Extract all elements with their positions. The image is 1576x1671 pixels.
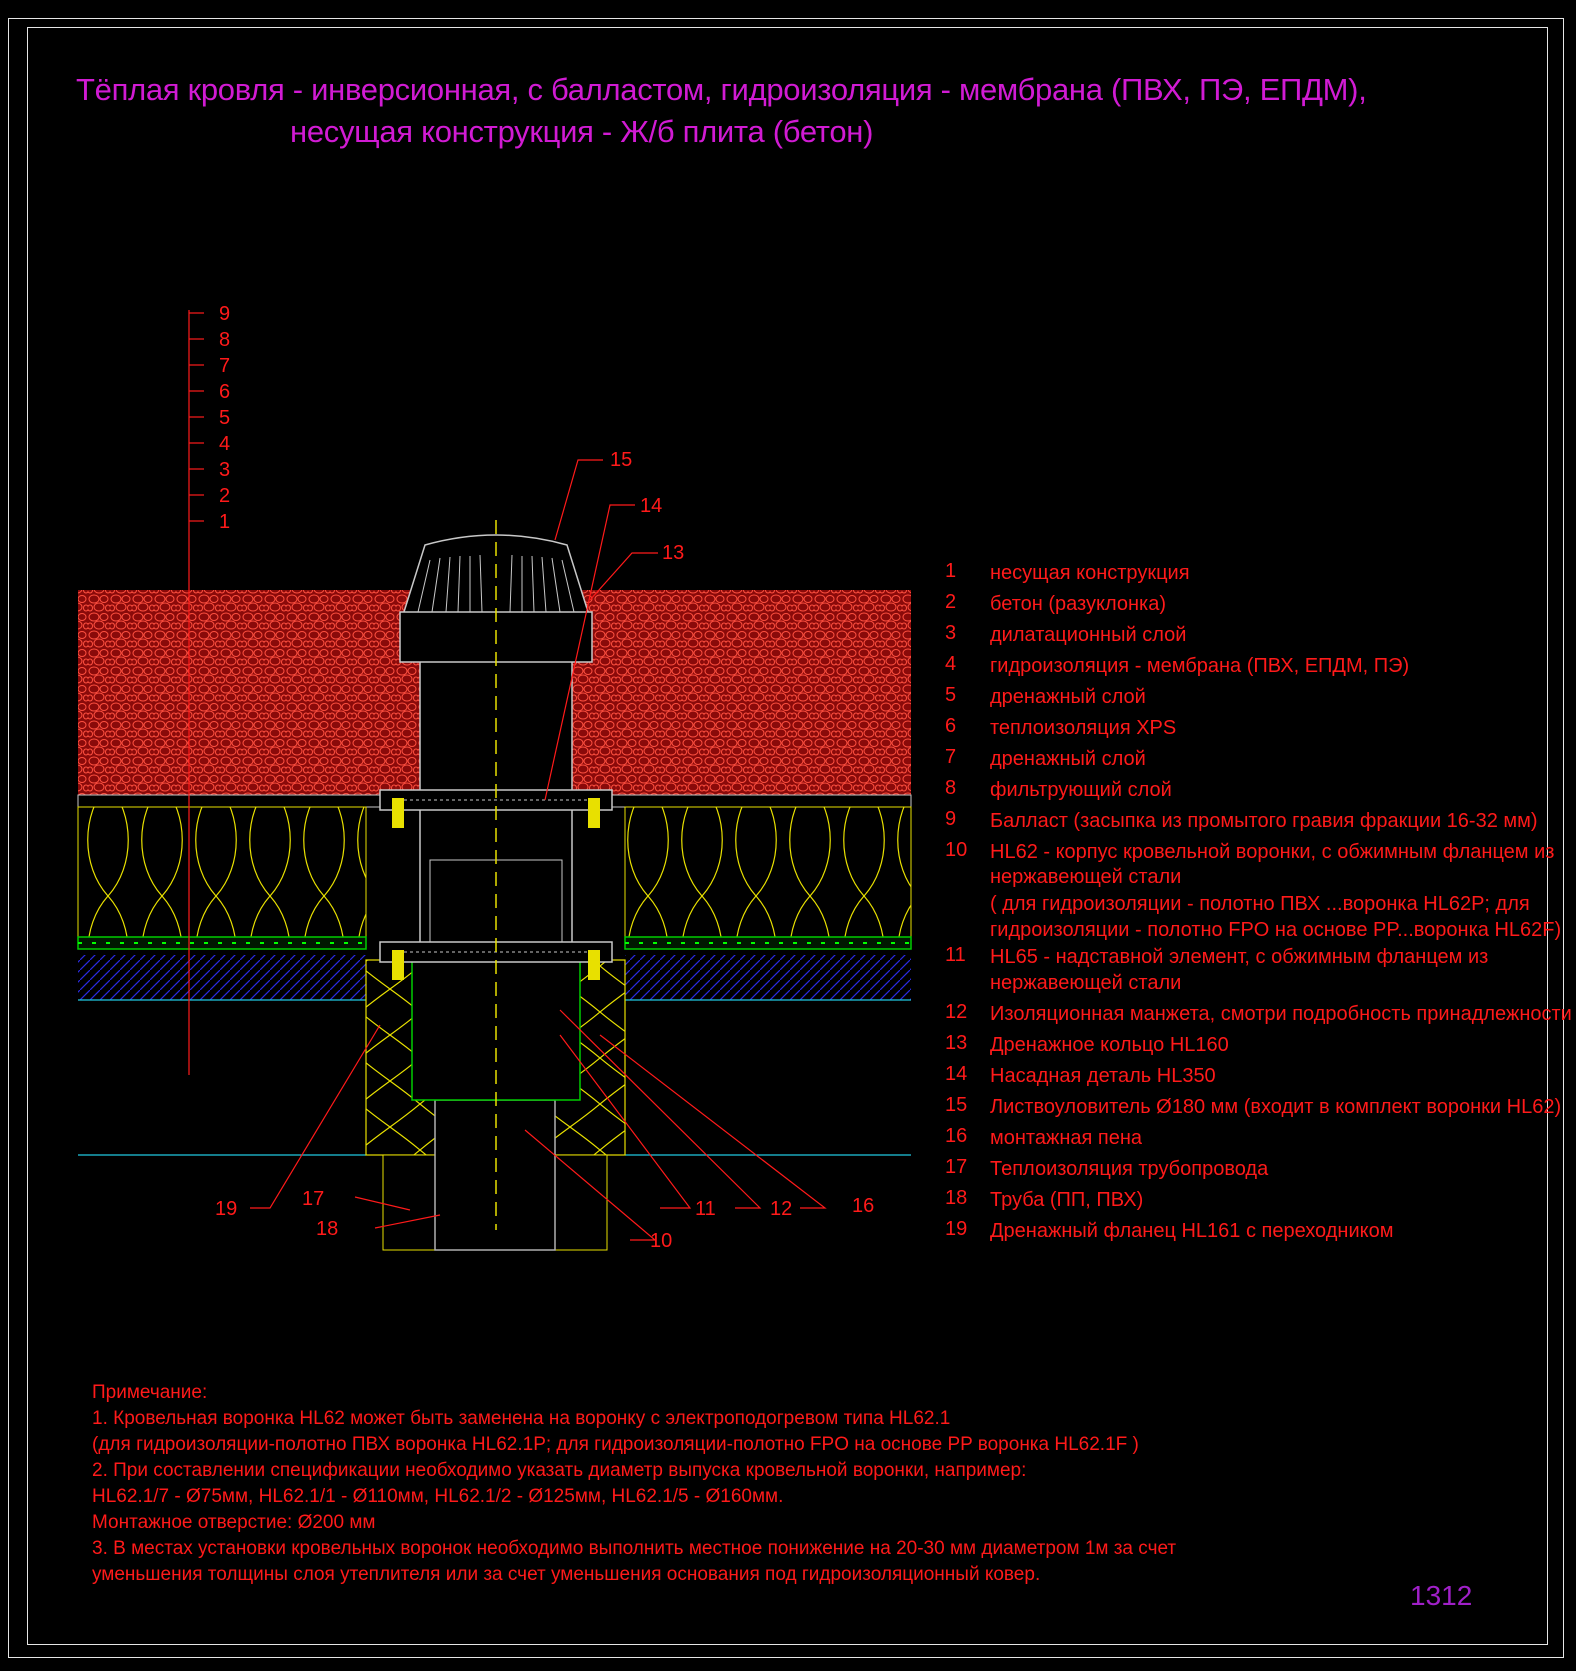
legend-item-number: 15 — [945, 1094, 968, 1116]
callout-16: 16 — [852, 1195, 875, 1217]
legend-item-number: 7 — [945, 746, 957, 768]
callout-15: 15 — [610, 449, 633, 471]
legend-item-text: дилатационный слой — [990, 624, 1187, 646]
legend-item-text: Труба (ПП, ПВХ) — [990, 1189, 1144, 1211]
legend-item-number: 6 — [945, 715, 957, 737]
legend-item-text: Дренажный фланец HL161 с переходником — [990, 1220, 1394, 1242]
title-line-2: несущая конструкция - Ж/б плита (бетон) — [290, 114, 874, 149]
legend-item-number: 5 — [945, 684, 957, 706]
legend-item-text: Дренажное кольцо HL160 — [990, 1034, 1229, 1056]
layer-scale-ticks — [189, 303, 230, 533]
legend-item-text: гидроизоляции - полотно FPO на основе PP...воронка HL62F) — [990, 919, 1562, 941]
legend-item-text: гидроизоляция - мембрана (ПВХ, ЕПДМ, ПЭ) — [990, 655, 1410, 677]
pipe-insulation-right — [555, 1155, 607, 1250]
callout-12: 12 — [770, 1198, 793, 1220]
xps-insulation-left — [78, 807, 366, 937]
note-line: Монтажное отверстие: Ø200 мм — [92, 1512, 376, 1533]
pipe-insulation-left — [383, 1155, 435, 1250]
legend-item-text: дренажный слой — [990, 748, 1146, 770]
legend-item-number: 11 — [945, 944, 966, 966]
legend-item-number: 19 — [945, 1218, 968, 1240]
legend-item-text: теплоизоляция XPS — [990, 717, 1177, 739]
legend-item-number: 14 — [945, 1063, 968, 1085]
legend-item-text: Балласт (засыпка из промытого гравия фракции 16-32 мм) — [990, 810, 1538, 832]
layer-scale-label: 8 — [219, 329, 231, 351]
callout-13: 13 — [662, 542, 685, 564]
layer-scale-label: 9 — [219, 303, 231, 325]
legend-item-text: фильтрующий слой — [990, 779, 1172, 801]
legend-item-number: 9 — [945, 808, 957, 830]
layer-scale-label: 4 — [219, 433, 231, 455]
callout-18: 18 — [316, 1218, 339, 1240]
concrete-screed-right — [625, 955, 911, 1000]
legend-item-number: 18 — [945, 1187, 968, 1209]
sheet-number: 1312 — [1410, 1580, 1473, 1611]
legend-item-text: нержавеющей стали — [990, 866, 1182, 888]
legend-item-text: Насадная деталь HL350 — [990, 1065, 1216, 1087]
notes-heading: Примечание: — [92, 1382, 208, 1403]
legend-item-text: несущая конструкция — [990, 562, 1190, 584]
callout-19: 19 — [215, 1198, 238, 1220]
concrete-screed-left — [78, 955, 366, 1000]
legend-item-text: HL62 - корпус кровельной воронки, с обжимным фланцем из — [990, 841, 1555, 863]
layer-scale-label: 2 — [219, 485, 231, 507]
callout-10: 10 — [650, 1230, 673, 1252]
xps-insulation-right — [625, 807, 911, 937]
legend-item-number: 8 — [945, 777, 957, 799]
legend-item-number: 16 — [945, 1125, 968, 1147]
notes — [92, 1380, 1176, 1588]
callout-14: 14 — [640, 495, 663, 517]
legend-item-number: 4 — [945, 653, 957, 675]
note-line: 1. Кровельная воронка HL62 может быть заменена на воронку с электроподогревом типа HL62.1 — [92, 1408, 951, 1429]
note-line: 3. В местах установки кровельных воронок необходимо выполнить местное понижение на 20-30 мм диаметром 1м за счет — [92, 1538, 1177, 1559]
legend-item-text: монтажная пена — [990, 1127, 1143, 1149]
legend-item-number: 13 — [945, 1032, 968, 1054]
note-line: 2. При составлении спецификации необходимо указать диаметр выпуска кровельной воронки, например: — [92, 1460, 1027, 1481]
legend-item-number: 1 — [945, 560, 957, 582]
layer-scale-label: 6 — [219, 381, 231, 403]
legend-item-number: 12 — [945, 1001, 968, 1023]
legend-item-number: 3 — [945, 622, 957, 644]
legend-item-number: 2 — [945, 591, 957, 613]
layer-scale-label: 3 — [219, 459, 231, 481]
legend-item-text: Теплоизоляция трубопровода — [990, 1158, 1269, 1180]
note-line: (для гидроизоляции-полотно ПВХ воронка HL62.1P; для гидроизоляции-полотно FPO на основе PP воронка HL62.1F ) — [92, 1434, 1139, 1455]
note-line: HL62.1/7 - Ø75мм, HL62.1/1 - Ø110мм, HL62.1/2 - Ø125мм, HL62.1/5 - Ø160мм. — [92, 1486, 784, 1507]
layer-scale-label: 5 — [219, 407, 231, 429]
note-line: уменьшения толщины слоя утеплителя или за счет уменьшения основания под гидроизоляционный ковер. — [92, 1564, 1041, 1585]
legend-item-text: ( для гидроизоляции - полотно ПВХ ...воронка HL62P; для — [990, 893, 1530, 915]
legend-item-number: 17 — [945, 1156, 968, 1178]
drain-pipe — [435, 1100, 555, 1250]
legend-item-text: бетон (разуклонка) — [990, 593, 1166, 615]
legend-item-text: Листвоуловитель Ø180 мм (входит в комплект воронки HL62) — [990, 1096, 1562, 1118]
callout-11: 11 — [695, 1198, 716, 1220]
callout-17: 17 — [302, 1188, 325, 1210]
legend-item-text: Изоляционная манжета, смотри подробность принадлежности — [990, 1003, 1572, 1025]
title-line-1: Тёплая кровля - инверсионная, с балластом, гидроизоляция - мембрана (ПВХ, ПЭ, ЕПДМ), — [76, 72, 1367, 107]
legend-item-text: дренажный слой — [990, 686, 1146, 708]
legend-item-number: 10 — [945, 839, 968, 861]
layer-scale-label: 7 — [219, 355, 231, 377]
layer-scale-label: 1 — [219, 511, 231, 533]
legend-item-text: HL65 - надставной элемент, с обжимным фланцем из — [990, 946, 1489, 968]
legend-item-text: нержавеющей стали — [990, 972, 1182, 994]
